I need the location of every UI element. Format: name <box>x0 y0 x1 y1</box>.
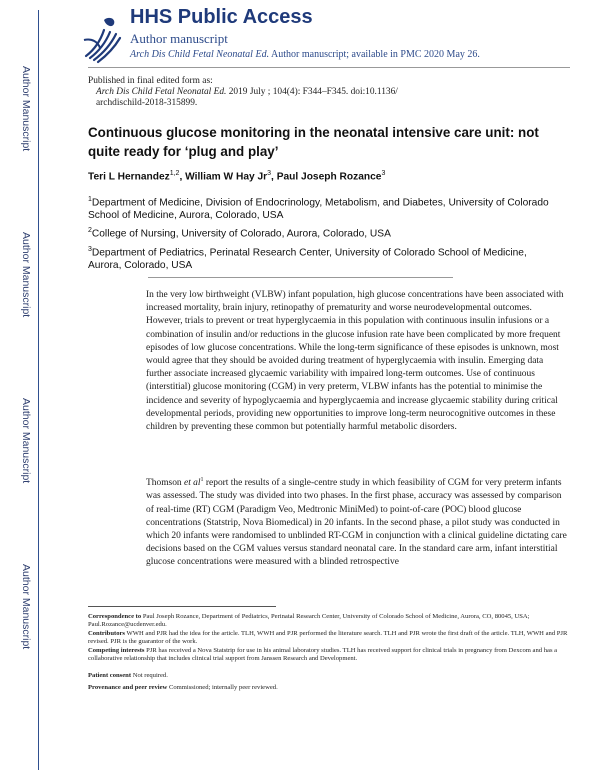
side-label-author-manuscript: Author Manuscript <box>20 398 32 484</box>
footnote-patient-consent: Patient consent Not required. <box>88 672 168 679</box>
affiliation-text: College of Nursing, University of Colorado, Aurora, Colorado, USA <box>91 228 391 240</box>
publication-info <box>88 76 558 109</box>
side-label-author-manuscript: Author Manuscript <box>20 66 32 152</box>
author-manuscript-subtitle: Author manuscript <box>130 31 228 46</box>
journal-name: Arch Dis Child Fetal Neonatal Ed. <box>130 49 270 60</box>
author-affiliation-ref: 1,2 <box>169 170 180 177</box>
affiliation-number: 2 <box>88 227 92 234</box>
author-list: Teri L Hernandez$^{1,2}$, William W Hay Jr$^3$, Paul Joseph Rozance$^3$ <box>88 170 386 183</box>
affiliation-number: 3 <box>88 246 92 253</box>
side-label-author-manuscript: Author Manuscript <box>20 232 32 318</box>
footnote-divider <box>88 606 276 607</box>
affiliation-text: Department of Medicine, Division of Endocrinology, Metabolism, and Diabetes, University of Colorado School of Medicine, Aurora, Colorado, USA <box>88 197 549 222</box>
affiliation <box>88 193 558 222</box>
section-divider <box>148 277 453 278</box>
side-label-author-manuscript: Author Manuscript <box>20 564 32 650</box>
affiliation-number: 1 <box>88 196 92 203</box>
body-paragraph: Thomson et $al^1$ report the results of a single-centre study in which feasibility of CGM for very preterm infants was assessed. The study was divided into two phases. In the first phase, accuracy was assessed by comparison of real-time (RT) CGM (Paradigm Veo, Medtronic MiniMed) to point-of-care (POC) blood glucose concentrations (Statstrip, Nova Biomedical) in 20 infants. In the second phase, a pilot study was conducted in which 20 infants were randomised to unblinded RT-CGM in conjunction with a clinical guideline dictating care decisions based on the CGM values versus standard neonatal care. In the standard care arm, infant interstitial glucose concentrations were measured with a blinded retrospective <box>146 477 567 568</box>
header-divider <box>88 67 570 68</box>
hhs-eagle-logo-icon <box>78 12 124 64</box>
citation-journal: Arch Dis Child Fetal Neonatal Ed. <box>96 87 227 97</box>
footnote-provenance: Provenance and peer review Commissioned; internally peer reviewed. <box>88 684 278 691</box>
published-label: Published in final edited form as: <box>88 76 213 86</box>
citation-doi: archdischild-2018-315899. <box>96 98 198 108</box>
body-paragraph: In the very low birthweight (VLBW) infant population, high glucose concentrations have been associated with increased mortality, brain injury, retinopathy of prematurity and worse neurodevelopmental outcomes. However, trials to prevent or treat hyperglycaemia in this population with continuous insulin infusions or a combination of insulin and/or reductions in the glucose infusion rate have been complicated by more frequent episodes of low glucose concentrations. While the long-term significance of these episodes is unknown, most would agree that they should be avoided during treatment of hyperglycaemia with insulin. Emerging data further associate increased glycaemic variability with impaired long-term outcomes. Use of continuous (interstitial) glucose monitoring (CGM) in very preterm, VLBW infants has the potential to minimise the incidence and severity of hypoglycaemia and hyperglycaemia and increase glycaemic stability during critical developmental periods, providing new opportunities to improve long-term neurocognitive outcomes in these children by preventing these common but potentially harmful metabolic disorders. <box>146 290 564 433</box>
affiliation <box>88 224 558 240</box>
footnote-contributors: Contributors WWH and PJR had the idea for the article. TLH, WWH and PJR performed the literature search. TLH and PJR wrote the first draft of the article. TLH, WWH and PJR revised. PJR is the guarantor of the work. <box>88 630 568 646</box>
affiliation-text: Department of Pediatrics, Perinatal Research Center, University of Colorado School of Medicine, Aurora, Colorado, USA <box>88 247 527 272</box>
reference-marker: 1 <box>200 477 204 483</box>
author-name: William W Hay Jr <box>185 171 268 183</box>
et-al: et al <box>184 478 201 489</box>
hhs-public-access-title: HHS Public Access <box>130 6 313 28</box>
margin-rule <box>38 10 39 770</box>
journal-availability <box>130 49 480 60</box>
availability-text: Author manuscript; available in PMC 2020 May 26. <box>271 49 480 60</box>
author-name: Teri L Hernandez <box>88 171 170 183</box>
affiliation <box>88 243 558 272</box>
author-name: Paul Joseph Rozance <box>276 171 382 183</box>
author-affiliation-ref: 3 <box>381 170 386 177</box>
author-affiliation-ref: 3 <box>267 170 272 177</box>
article-title: Continuous glucose monitoring in the neonatal intensive care unit: not quite ready for ‘plug and play’ <box>88 125 539 159</box>
footnote-correspondence: Correspondence to Paul Joseph Rozance, Department of Pediatrics, Perinatal Research Center, University of Colorado School of Medicine, Aurora, CO, 80045, USA; Paul.Rozance@ucdenver.edu. <box>88 613 530 629</box>
citation-details: 2019 July ; 104(4): F344–F345. doi:10.1136/ <box>228 87 398 97</box>
footnote-competing-interests: Competing interests PJR has received a Nova Statstrip for use in his animal laboratory studies. TLH has received support for clinical trials in pregnancy from Dexcom and has a collaborative relationship that includes clinical trial support from Janssen Research and Development. <box>88 647 558 663</box>
